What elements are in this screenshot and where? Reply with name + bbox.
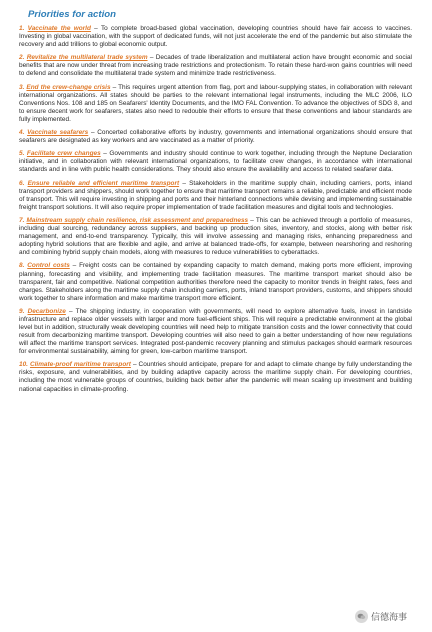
priority-item	[19, 361, 412, 393]
priority-item	[19, 308, 412, 356]
item-heading: Mainstream supply chain resilience, risk assessment and preparedness	[26, 217, 249, 225]
item-separator: –	[248, 217, 256, 225]
item-number: 3.	[19, 83, 25, 91]
item-separator: –	[65, 307, 76, 315]
item-heading: Control costs	[27, 262, 70, 270]
item-separator: –	[110, 83, 119, 91]
item-heading: Vaccinate seafarers	[27, 129, 89, 137]
item-number: 10.	[19, 361, 28, 369]
item-heading: End the crew-change crisis	[26, 83, 111, 91]
item-number: 6.	[19, 179, 25, 187]
item-number: 2.	[19, 54, 25, 62]
item-separator: –	[69, 262, 80, 270]
item-body: Decades of trade liberalization and multilateral action have brought economic and social benefits that are now under threat from increasing trade restrictions and protectionism. To retain these hard-won gains countries will need to defend and consolidate the multilateral trade system and minimize trade restrictiveness.	[19, 54, 412, 78]
item-heading: Facilitate crew changes	[26, 150, 101, 158]
priority-item	[19, 54, 412, 78]
item-separator: –	[179, 179, 190, 187]
item-body: This can be achieved through a portfolio of measures, including dual sourcing, redundancy across suppliers, and backing up production sites, inventory, and stocks, along with better risk management, and end-to-end transparency. Typically, this will involve assessing and managing risks, enhancing preparedness and adopting hybrid solutions that are flexible and agile, and arrive at balanced trade-offs, for example, between nearshoring and reshoring and combining hybrid supply chain models, along with measures to reduce vulnerabilities to cyberattacks.	[19, 217, 412, 257]
item-number: 5.	[19, 150, 25, 158]
item-number: 1.	[19, 25, 25, 32]
item-body: Stakeholders in the maritime supply chain, including carriers, ports, inland transport providers and shippers, should work together to ensure that maritime transport remains a reliable, predictable and efficient mode of transport. This will require investing in shipping and ports and their hinterland connections while devising and implementing sustainable freight transport solutions. It will also require proper implementation of trade facilitation measures and digital tools and technologies.	[19, 179, 412, 211]
priority-item	[19, 217, 412, 257]
item-heading: Vaccinate the world	[27, 25, 91, 32]
priority-item	[19, 180, 412, 212]
item-heading: Ensure reliable and efficient maritime transport	[27, 179, 180, 187]
item-separator: –	[88, 129, 98, 137]
item-body: Countries should anticipate, prepare for and adapt to climate change by fully understanding the risks, exposure, and vulnerabilities, and by building adaptive capacity across the maritime supply chain. For developing countries, including the most vulnerable groups of countries, building back better after the pandemic will mean scaling up investment and building national capacities in climate-proofing.	[19, 361, 412, 393]
watermark-text: 信德海事	[370, 613, 407, 623]
item-body: Governments and industry should continue to work together, including through the Neptune Declaration initiative, and in collaboration with relevant international organizations, to facilitate crew changes, in accordance with international standards and in line with public health considerations. They should also ensure the availability and access to related seafarer data.	[19, 150, 412, 174]
item-heading: Climate-proof maritime transport	[29, 361, 131, 369]
item-body: Concerted collaborative efforts by industry, governments and international organizations should ensure that seafarers are designated as key workers and are vaccinated as a matter of priority.	[19, 129, 412, 145]
item-number: 4.	[19, 129, 25, 137]
priority-item	[19, 84, 412, 124]
item-heading: Revitalize the multilateral trade system	[26, 54, 148, 62]
priority-item	[19, 150, 412, 174]
watermark	[352, 609, 410, 624]
item-separator: –	[130, 361, 139, 369]
item-number: 9.	[19, 307, 25, 315]
priority-item	[19, 129, 412, 145]
item-number: 7.	[19, 217, 25, 225]
item-separator: –	[100, 150, 110, 158]
priority-list	[19, 25, 412, 394]
priority-item	[19, 25, 412, 49]
item-separator: –	[147, 54, 156, 62]
item-body: This requires urgent attention from flag, port and labour-supplying states, in collaboration with relevant international organizations. All states should be parties to the relevant international legal instruments, including the MLC 2006, ILO Conventions Nos. 108 and 185 on Seafarers' Identity Documents, and the IMO FAL Convention. To advance the objectives of SDG 8, and to ensure decent work for seafarers, states also need to redouble their efforts to ensure that these conventions and labour standards are fully implemented.	[19, 83, 412, 123]
item-body: Freight costs can be contained by expanding capacity to match demand, making ports more efficient, improving planning, forecasting and visibility, and implementing trade facilitation measures. The maritime transport market should also be transparent, fair and competitive. National competition authorities therefore need the capacity to monitor trends in freight rates, fees and charges. Stakeholders along the maritime supply chain including carriers, ports, inland transport providers, customs, and shippers should work together to share information and make maritime transport more efficient.	[19, 262, 412, 302]
item-body: To complete broad-based global vaccination, developing countries should have fair access to vaccines. Investing in global vaccination, with the support of dedicated funds, will not just accelerate the end of the pandemic but also stimulate the recovery and add trillions to global economic output.	[19, 25, 412, 49]
item-body: The shipping industry, in cooperation with governments, will need to explore alternative fuels, invest in landside infrastructure and replace older vessels with larger and more fuel-efficient ships. This will require a predictable environment at the global level but in addition, structurally weak developing countries will need help to mitigate transition costs and the lower connectivity that could result from decarbonizing maritime transport. Developing countries will also need to gain a better understanding of how new regulations will affect the maritime transport services. Integrated post-pandemic recovery planning and stimulus packages should earmark resources for environmental sustainability, aiming for green, low-carbon maritime transport.	[19, 307, 412, 356]
priority-item	[19, 262, 412, 302]
section-title: Priorities for action	[28, 9, 116, 20]
item-separator: –	[90, 25, 101, 32]
item-heading: Decarbonize	[27, 307, 66, 315]
item-number: 8.	[19, 262, 25, 270]
chat-bubble-icon	[355, 610, 368, 623]
